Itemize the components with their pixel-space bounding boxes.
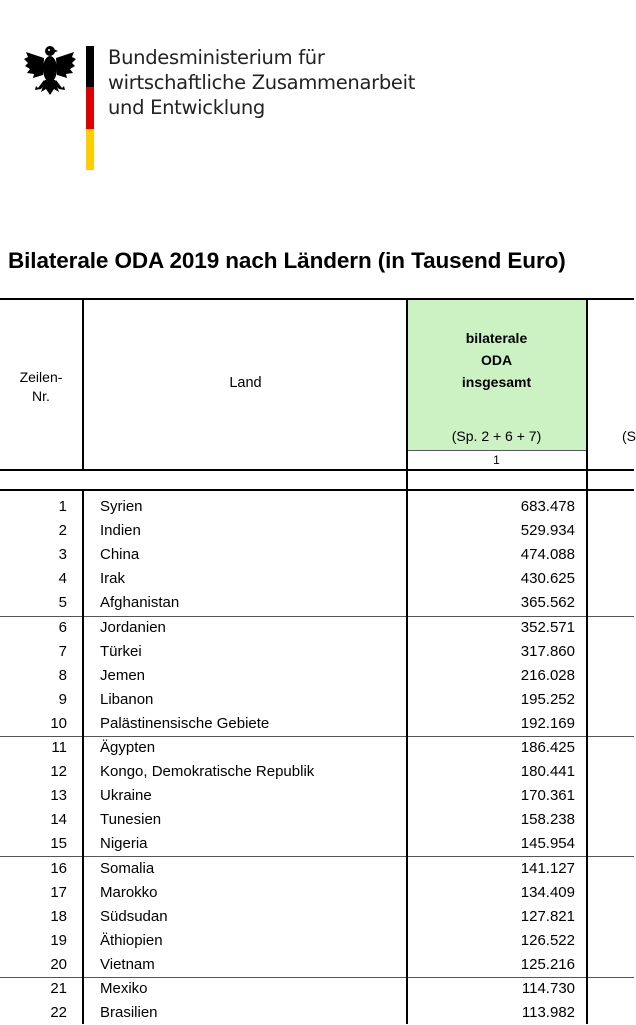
- header-zeilen-line: Nr.: [32, 388, 50, 404]
- column-number: 1: [493, 453, 500, 467]
- table-row: [0, 784, 634, 808]
- oda-value: 134.409: [520, 883, 575, 901]
- oda-table: [0, 298, 634, 1024]
- row-number: 16: [50, 859, 67, 877]
- oda-value: 127.821: [520, 907, 575, 925]
- header-oda-line: insgesamt: [461, 374, 532, 390]
- country-name: Südsudan: [100, 907, 168, 925]
- flag-bar: [86, 46, 94, 170]
- flag-stripe-gold: [86, 129, 94, 170]
- row-number: 12: [50, 763, 67, 781]
- table-row: [0, 857, 634, 881]
- row-number: 7: [58, 642, 67, 660]
- country-name: Kongo, Demokratische Republik: [100, 763, 315, 781]
- federal-eagle-icon: [24, 42, 76, 98]
- header-bottom-border: [0, 469, 634, 471]
- country-name: Türkei: [100, 642, 142, 660]
- row-number: 5: [58, 594, 67, 612]
- row-number: 19: [50, 931, 67, 949]
- flag-stripe-black: [86, 46, 94, 87]
- table-row: [0, 640, 634, 664]
- row-number: 3: [58, 546, 67, 564]
- header-next-column: (S: [622, 428, 636, 444]
- country-name: Somalia: [100, 859, 155, 877]
- country-name: Vietnam: [100, 955, 155, 973]
- table-row: [0, 736, 634, 760]
- row-number: 10: [50, 714, 67, 732]
- country-name: Afghanistan: [100, 594, 180, 612]
- oda-value: 474.088: [520, 546, 575, 564]
- oda-value: 125.216: [520, 955, 575, 973]
- table-row: [0, 977, 634, 1001]
- table-row: [0, 519, 634, 543]
- oda-value: 216.028: [520, 666, 575, 684]
- table-row: [0, 760, 634, 784]
- country-name: Syrien: [100, 498, 143, 515]
- row-number: 9: [58, 690, 67, 708]
- row-number: 6: [58, 618, 67, 636]
- table-row: [0, 929, 634, 953]
- row-number: 1: [58, 498, 67, 515]
- oda-value: 186.425: [520, 739, 575, 756]
- oda-value: 195.252: [520, 690, 575, 708]
- oda-value: 114.730: [521, 980, 575, 997]
- oda-value: 158.238: [520, 811, 575, 829]
- header-zeilen-nr: [0, 368, 82, 406]
- ministry-name: [108, 45, 415, 120]
- row-number: 18: [50, 907, 67, 925]
- row-number: 4: [58, 570, 67, 588]
- country-name: Nigeria: [100, 835, 148, 853]
- table-row: [0, 832, 634, 856]
- country-name: Mexiko: [100, 980, 148, 997]
- row-number: 2: [58, 522, 67, 540]
- ministry-line: und Entwicklung: [108, 96, 266, 119]
- oda-value: 113.982: [521, 1004, 575, 1022]
- table-row: [0, 495, 634, 519]
- ministry-line: Bundesministerium für: [108, 46, 325, 69]
- table-row: [0, 953, 634, 977]
- row-number: 21: [50, 980, 67, 997]
- header-land: Land: [229, 375, 262, 391]
- oda-value: 529.934: [520, 522, 575, 540]
- oda-value: 192.169: [520, 714, 575, 732]
- row-number: 11: [51, 739, 67, 756]
- header-oda-line: ODA: [480, 352, 513, 368]
- country-name: Ägypten: [100, 739, 156, 756]
- oda-value: 365.562: [520, 594, 575, 612]
- oda-value: 141.127: [520, 859, 575, 877]
- country-name: Jemen: [100, 666, 146, 684]
- ministry-line: wirtschaftliche Zusammenarbeit: [108, 71, 416, 94]
- table-row: [0, 1001, 634, 1025]
- table-row: [0, 664, 634, 688]
- table-row: [0, 591, 634, 615]
- oda-value: 180.441: [520, 763, 575, 781]
- country-name: Marokko: [100, 883, 158, 901]
- country-name: Libanon: [100, 690, 154, 708]
- oda-value: 430.625: [520, 570, 575, 588]
- country-name: Brasilien: [100, 1004, 158, 1022]
- body-top-border: [0, 489, 634, 491]
- table-row: [0, 688, 634, 712]
- row-number: 20: [50, 955, 67, 973]
- row-number: 8: [58, 666, 67, 684]
- table-row: [0, 905, 634, 929]
- oda-value: 170.361: [520, 787, 575, 805]
- header-oda-formula: (Sp. 2 + 6 + 7): [451, 428, 542, 444]
- country-name: Äthiopien: [100, 931, 163, 949]
- country-name: Irak: [100, 570, 126, 588]
- header-oda: [407, 327, 586, 393]
- oda-value: 352.571: [520, 618, 575, 636]
- header-zeilen-line: Zeilen-: [19, 369, 63, 385]
- oda-value: 317.860: [520, 642, 575, 660]
- row-number: 15: [50, 835, 67, 853]
- country-name: China: [100, 546, 140, 564]
- row-number: 13: [50, 787, 67, 805]
- flag-stripe-red: [86, 87, 94, 128]
- table-row: [0, 616, 634, 640]
- table-row: [0, 808, 634, 832]
- country-name: Palästinensische Gebiete: [100, 714, 270, 732]
- table-row: [0, 567, 634, 591]
- oda-value: 145.954: [520, 835, 575, 853]
- country-name: Tunesien: [100, 811, 162, 829]
- header-sub-divider: [407, 450, 586, 451]
- table-top-border: [0, 298, 634, 300]
- table-row: [0, 881, 634, 905]
- table-row: [0, 543, 634, 567]
- col-divider: [82, 298, 84, 469]
- country-name: Ukraine: [100, 787, 152, 805]
- oda-value: 126.522: [520, 931, 575, 949]
- page-title: Bilaterale ODA 2019 nach Ländern (in Tausend Euro): [8, 248, 566, 273]
- header-oda-line: bilaterale: [465, 330, 528, 346]
- row-number: 17: [50, 883, 67, 901]
- table-row: [0, 712, 634, 736]
- row-number: 22: [50, 1004, 67, 1022]
- country-name: Jordanien: [100, 618, 166, 636]
- country-name: Indien: [100, 522, 141, 540]
- row-number: 14: [50, 811, 67, 829]
- oda-value: 683.478: [520, 498, 575, 515]
